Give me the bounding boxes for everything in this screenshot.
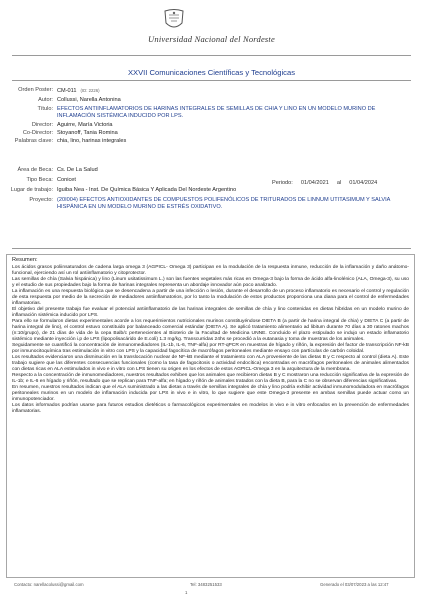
resumen-paragraph: Para ello se formularon dietas experimentales acorde a los requerimientos nutricionales murinos constituyéndose DIETA B (a partir de harina integral de chia) y DIETA C (a partir de harina integral de lino), el control estuvo constituido por balanceado comercial estándar (DIETA A). Se aplicó tratamiento alimentario ad libitum durante 70 días a 30 ratones machos (n:10/grupo), de 21 días de vida de la cepa Balb/c pertenecientes al Bioterio de la Facultad de Medicina UNNE. Concluido el plazo estipulado se indujo un estado inflamatorio sistémico mediante inyección i.p de LPS (lipopolisacárido de E.coli) 1.3 mg/kg. Transcurridas 24hs se procedió a la eutanasia y toma de muestras de los animales. bbox=[12, 319, 409, 342]
codirector-row: Co-Director: Stoyanoff, Tania Romina bbox=[22, 130, 118, 136]
meta-block-top bbox=[6, 87, 397, 145]
director-row: Director: Aguirre, María Victoria bbox=[31, 122, 113, 128]
proyecto-row: Proyecto: (20I004) EFECTOS ANTIOXIDANTES DE COMPUESTOS POLIFENÓLICOS DE TRITURADOS DE LINNUM UTITASIMUM Y SALVIA HISPÁNICA EN UN MODELO MURINO DE ESTRÉS OXIDATIVO. bbox=[29, 197, 391, 210]
resumen-paragraph: Los ácidos grasos poliinsaturados de cadena larga omega 3 (AGPICL- Omega 3) participan en la modulación de la respuesta inmune, reducción de la inflamación y daño anátomo-funcional, ejerciendo así un rol antiinflamatorio y citoprotector. bbox=[12, 265, 409, 276]
tipo-beca-row: Tipo Beca: Conicet bbox=[26, 177, 76, 183]
resumen-text bbox=[12, 265, 409, 415]
autor-row: Autor: Collussi, Narella Antonina bbox=[38, 97, 121, 103]
resumen-divider bbox=[12, 248, 411, 249]
orden-row: Orden Poster: CM-011 (ID: 2226) bbox=[18, 87, 100, 94]
footer-phone: Tel: 3483251533 bbox=[190, 582, 222, 587]
resumen-paragraph: Los datos informados podrían usarse para futuros estudios dietéticos o farmacológicos experimentales en modelos in vivo e in vitro enfocados en la prevención de enfermedades inflamatorias. bbox=[12, 403, 409, 414]
footer-generated: Generado el 03/07/2023 a las 12:47 bbox=[320, 582, 389, 587]
resumen-paragraph: Las semillas de chía (Salvia hispánica) y lino (Linum usitatissimum L.) son las fuentes vegetales más ricas en Omega-3 bajo la forma de ácido alfa-linolénico (ALA, Omega-3), su uso y el estudio de sus propiedades bajo la forma de harinas integrales representa un abordaje innovador aún poco analizado. bbox=[12, 277, 409, 288]
resumen-paragraph: Respecto a la concentración de inmunomediadores, nuestros resultados exhiben que los animales que recibieron dietas B y C mostraron una reducción significativa de la expresión de IL-1b; e IL-6 en hígado y riñón, resultado que se replican para TNF-alfa; en hígado y riñón de animales tratados con la dieta B, para la C no se observan diferencias significativas. bbox=[12, 373, 409, 384]
title-divider bbox=[12, 80, 411, 81]
periodo: Periodo: 01/04/2021 al 01/04/2024 bbox=[272, 180, 378, 186]
header-divider bbox=[12, 55, 411, 56]
area-row: Área de Beca: Cs. De La Salud bbox=[17, 167, 98, 173]
university-seal-icon bbox=[163, 8, 185, 32]
lugar-row: Lugar de trabajo: Iguiba Nea - Inst. De Química Básica Y Aplicada Del Nordeste Argentino bbox=[10, 187, 237, 193]
footer-contact: Contacto: narellacolussi@gmail.com bbox=[14, 582, 84, 587]
resumen-paragraph: El objetivo del presente trabajo fue evaluar el potencial antiinflamatorio de las harinas integrales de semillas de chía y lino contenidas en dietas hibridas en un modelo murino de inflamación sistémica inducido por LPS. bbox=[12, 307, 409, 318]
footer-page-number: 1 bbox=[185, 590, 188, 595]
university-name: Universidad Nacional del Nordeste bbox=[148, 34, 275, 44]
conference-title: XXVII Comunicaciones Científicas y Tecnológicas bbox=[127, 68, 295, 77]
palabras-clave-row: Palabras clave: chia, lino, harinas integrales bbox=[14, 138, 127, 144]
titulo-row: Título: EFECTOS ANTIINFLAMATORIOS DE HARINAS INTEGRALES DE SEMILLAS DE CHIA Y LINO EN UN MODELO MURINO DE INFLAMACIÓN SISTÉMICA INDUCIDO POR LPS. bbox=[37, 106, 376, 119]
resumen-paragraph: En resumen, nuestros resultados indican que el ALA suministrado a las dietas a través de semillas integrales de chía y lino podría exhibir actividad inmunomoduladora en macrófagos peritoneales murinos en un modelo de inflamación inducida por LPS in vivo e in vitro, lo que sugiere que este Omega-3 presente en ambas semillas puede actuar como un inmunopotenciador. bbox=[12, 385, 409, 402]
resumen-title: Resumen: bbox=[12, 257, 38, 263]
meta-block-bottom bbox=[6, 167, 397, 211]
resumen-paragraph: La inflamación es una respuesta biológica que se desencadena a partir de una infección o lesión, durante el desarrollo de un proceso inflamatorio es necesario el control y regulación de esta respuesta por medio de la secreción de mediadores antiinflamatorios, por lo tanto la modulación de estos productos proporciona una diana para el control de enfermedades inflamatorias. bbox=[12, 289, 409, 306]
resumen-paragraph: Seguidamente se cuantificó la concentración de inmunomediadores (IL-1b, IL-6, TNF-alfa) por RT-qPCR en muestras de hígado y riñón, la expresión del factor de transcripción NF-kB por inmunocitoquímica tras estimulación in vitro con LPS y la capacidad fagocítica de macrófagos peritoneales mediante ensayo con partículas de carbón coloidal. bbox=[12, 343, 409, 354]
resumen-box bbox=[6, 254, 415, 578]
resumen-paragraph: Los resultados evidenciaron una disminución en la translocación nuclear de NF-kB mediante el tratamiento con ALA proveniente de las dietas B y C respecto al control (dieta A). Este trabajo sugiere que las diferentes consecuencias funcionales (como la tasa de fagocitosis o actividad endocítica) encontradas en macrófagos peritoneales de animales alimentados con dietas ricas en ALA estimulados in vivo e in vitro con LPS tienen su origen en los efectos de estos AGPICL-Omega 3 en la arquitectura de la membrana. bbox=[12, 355, 409, 372]
